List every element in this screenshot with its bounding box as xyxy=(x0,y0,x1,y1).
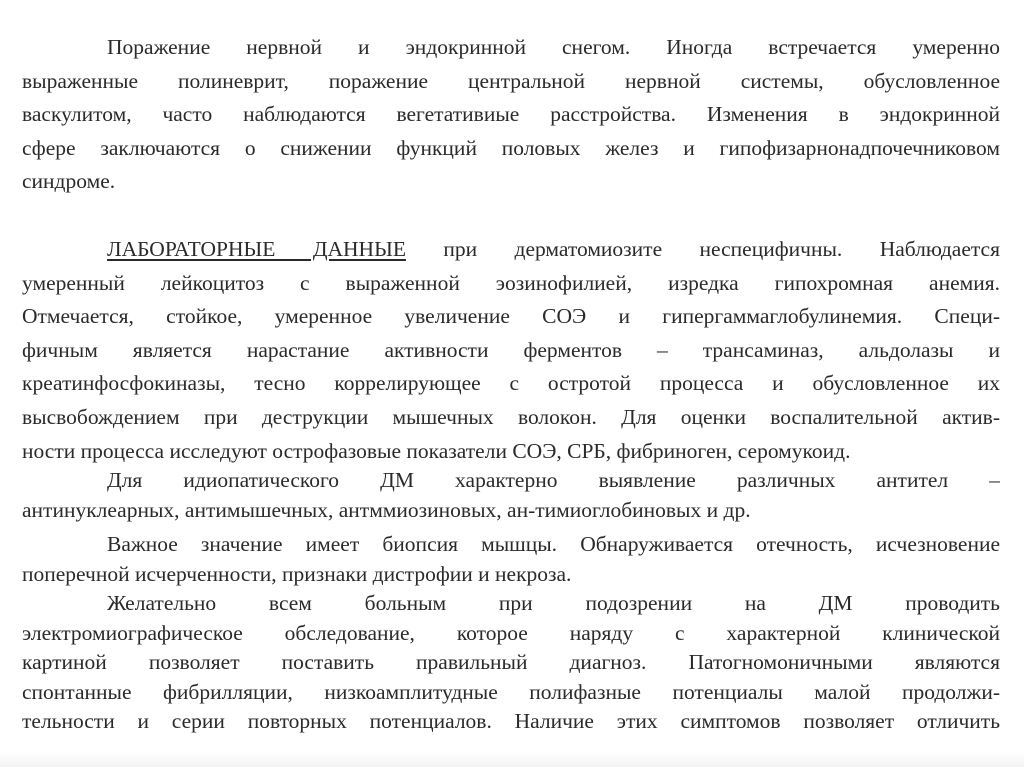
text-line: ности процесса исследуют острофазовые показатели СОЭ, СРБ, фибриноген, серомукоид. xyxy=(22,438,851,463)
text-line: электромиографическое обследование, которое наряду с характерной клинической xyxy=(22,620,1000,645)
text-line: сфере заключаются о снижении функций половых желез и гипофизарнонадпочечниковом xyxy=(22,135,1000,160)
page-bottom-edge xyxy=(0,752,1024,767)
text-line: спонтанные фибрилляции, низкоамплитудные полифазные потенциалы малой продолжи- xyxy=(22,679,1000,704)
text-line: Важное значение имеет биопсия мышцы. Обнаруживается отечность, исчезновение xyxy=(107,532,1000,556)
text-line: антинуклеарных, антимышечных, антммиозиновых, ан-тимиоглобиновых и др. xyxy=(22,497,751,522)
paragraph-electromyography xyxy=(22,589,1000,737)
text-line: картиной позволяет поставить правильный диагноз. Патогномоничными являются xyxy=(22,650,1000,674)
text-line: синдроме. xyxy=(22,169,116,194)
text-line: высвобождением при деструкции мышечных волокон. Для оценки воспалительной актив- xyxy=(22,404,1000,429)
text-line: тельности и серии повторных потенциалов. Наличие этих симптомов позволяет отличить xyxy=(22,709,1000,733)
text-line: умеренный лейкоцитоз с выраженной эозинофилией, изредка гипохромная анемия. xyxy=(22,270,1000,295)
paragraph-lab-data xyxy=(22,233,1000,468)
text-line: креатинфосфокиназы, тесно коррелирующее с остротой процесса и обусловленное их xyxy=(22,371,1000,396)
paragraph-biopsy xyxy=(22,530,1000,589)
text-line: Для идиопатического ДМ характерно выявление различных антител – xyxy=(107,468,1000,492)
text-line: васкулитом, часто наблюдаются вегетативиые расстройства. Изменения в эндокринной xyxy=(22,102,1000,127)
text-line: Поражение нервной и эндокринной снегом. Иногда встречается умеренно xyxy=(107,35,1000,59)
text-fragment: при дерматомиозите неспецифичны. Наблюдается xyxy=(405,237,1000,261)
text-line: фичным является нарастание активности ферментов – трансаминаз, альдолазы и xyxy=(22,337,1000,362)
paragraph-nervous-endocrine xyxy=(22,31,1000,199)
paragraph-antibodies xyxy=(22,466,1000,525)
text-line: Желательно всем больным при подозрении на ДМ проводить xyxy=(107,591,1000,615)
text-line: поперечной исчерченности, признаки дистрофии и некроза. xyxy=(22,561,572,586)
text-line: Отмечается, стойкое, умеренное увеличение СОЭ и гипергаммаглобулинемия. Специ- xyxy=(22,304,1000,329)
text-line: выраженные полиневрит, поражение центральной нервной системы, обусловленное xyxy=(22,68,1000,93)
section-heading-lab-data: ЛАБОРАТОРНЫЕ ДАННЫЕ xyxy=(107,237,406,261)
text-line xyxy=(22,233,1000,267)
